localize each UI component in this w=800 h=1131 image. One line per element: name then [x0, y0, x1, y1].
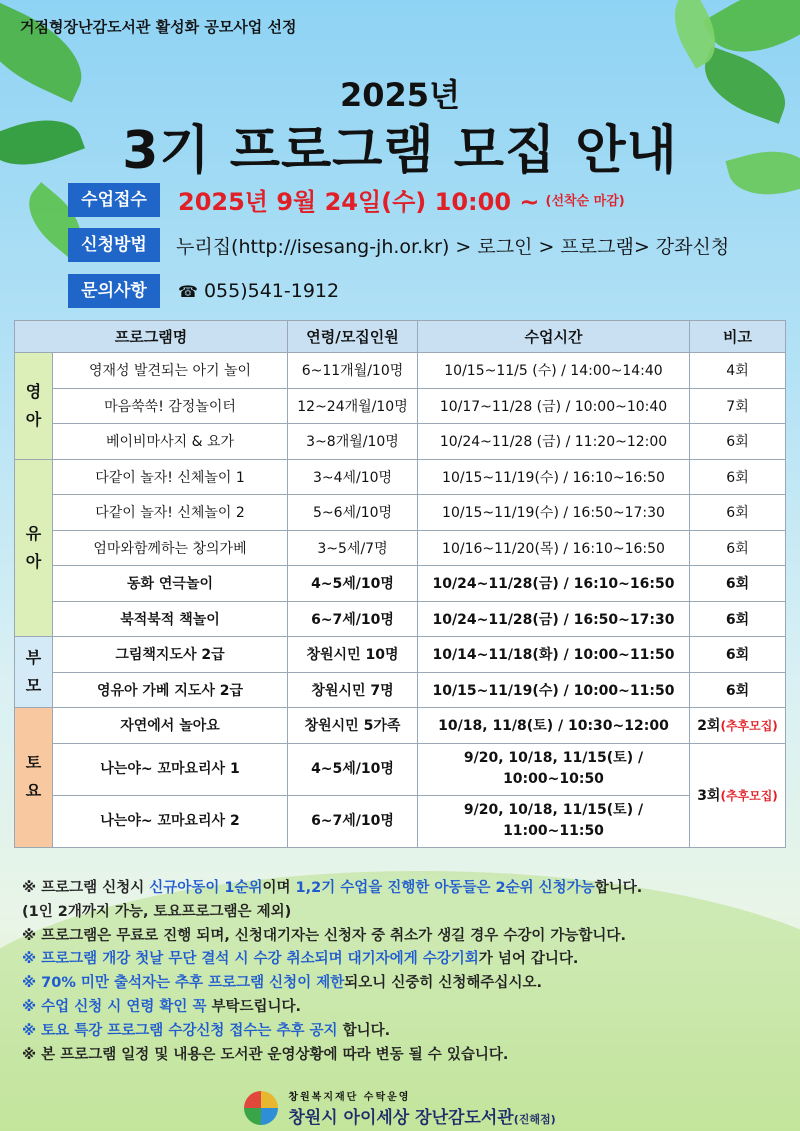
- program-name: 영유아 가베 지도사 2급: [53, 672, 288, 708]
- group-label-baby: 영 아: [15, 353, 53, 460]
- program-age: 창원시민 5가족: [288, 708, 418, 744]
- contact-label: 문의사항: [68, 274, 160, 308]
- program-note: [690, 743, 786, 847]
- program-age: 12~24개월/10명: [288, 388, 418, 424]
- program-name: 동화 연극놀이: [53, 566, 288, 602]
- table-header-row: [15, 321, 786, 353]
- header-note: 비고: [690, 321, 786, 353]
- footer-sub: 창원복지재단 수탁운영: [288, 1092, 411, 1103]
- time-line-1: 9/20, 10/18, 11/15(토) /: [463, 750, 644, 766]
- notice-item: [22, 996, 782, 1020]
- program-age: 4~5세/10명: [288, 743, 418, 795]
- program-time: [418, 795, 690, 847]
- notice-item: [22, 972, 782, 996]
- table-row: [15, 566, 786, 602]
- notice-highlight: 1,2기 수업을 진행한 아동들은 2순위 신청가능: [295, 880, 595, 896]
- table-row: [15, 459, 786, 495]
- phone-icon: ☎: [178, 281, 198, 301]
- program-name: 다같이 놀자! 신체놀이 1: [53, 459, 288, 495]
- info-contact: [68, 274, 339, 308]
- program-name: 나는야~ 꼬마요리사 2: [53, 795, 288, 847]
- notice-text: 되오니 신중히 신청해주십시오.: [344, 975, 542, 992]
- program-name: 그림책지도사 2급: [53, 637, 288, 673]
- program-name: 자연에서 놀아요: [53, 708, 288, 744]
- program-time: 10/24~11/28(금) / 16:10~16:50: [418, 566, 690, 602]
- notice-highlight: ※ 수업 신청 시 연령 확인 꼭: [22, 998, 207, 1015]
- footer-text: [288, 1088, 555, 1128]
- program-age: 3~8개월/10명: [288, 424, 418, 460]
- table-row: [15, 795, 786, 847]
- program-name: 엄마와함께하는 창의가베: [53, 530, 288, 566]
- program-note: 6회: [690, 495, 786, 531]
- group-label-parent: 부 모: [15, 637, 53, 708]
- notice-text: 합니다.: [337, 1022, 391, 1039]
- program-age: 창원시민 10명: [288, 637, 418, 673]
- footer: [0, 1088, 800, 1128]
- program-age: 3~4세/10명: [288, 459, 418, 495]
- reception-note: (선착순 마감): [545, 194, 625, 209]
- program-age: 4~5세/10명: [288, 566, 418, 602]
- program-note: 6회: [690, 566, 786, 602]
- program-note: 6회: [690, 424, 786, 460]
- notice-item: ※ 본 프로그램 일정 및 내용은 도서관 운영상황에 따라 변동 될 수 있습니다.: [22, 1046, 509, 1063]
- program-time: 10/24~11/28(금) / 16:50~17:30: [418, 601, 690, 637]
- notice-item: (1인 2개까지 가능, 토요프로그램은 제외): [22, 903, 292, 920]
- notice-highlight: ※ 70% 미만 출석자는 추후 프로그램 신청이 제한: [22, 975, 345, 992]
- program-note: 7회: [690, 388, 786, 424]
- header-age: 연령/모집인원: [288, 321, 418, 353]
- notice-text: 이며: [262, 880, 296, 896]
- program-time: 10/24~11/28 (금) / 11:20~12:00: [418, 424, 690, 460]
- program-note: 6회: [690, 530, 786, 566]
- notice-highlight: 신규아동이 1순위: [149, 880, 263, 896]
- program-age: 6~7세/10명: [288, 601, 418, 637]
- program-time: 10/18, 11/8(토) / 10:30~12:00: [418, 708, 690, 744]
- library-logo-icon: [244, 1091, 278, 1125]
- program-time: 10/15~11/19(수) / 10:00~11:50: [418, 672, 690, 708]
- table-row: [15, 637, 786, 673]
- notice-item: [22, 1020, 782, 1044]
- program-age: 창원시민 7명: [288, 672, 418, 708]
- notice-text: 가 넘어 갑니다.: [478, 951, 579, 968]
- program-time: 10/16~11/20(목) / 16:10~16:50: [418, 530, 690, 566]
- table-row: [15, 495, 786, 531]
- notice-list: [22, 877, 782, 1067]
- table-row: [15, 388, 786, 424]
- table-row: [15, 672, 786, 708]
- program-note: 6회: [690, 637, 786, 673]
- table-row: [15, 743, 786, 795]
- group-label-saturday: 토 요: [15, 708, 53, 848]
- program-age: 3~5세/7명: [288, 530, 418, 566]
- contact-value: 055)541-1912: [203, 280, 340, 302]
- program-age: 6~7세/10명: [288, 795, 418, 847]
- table-row: [15, 708, 786, 744]
- program-name: 영재성 발견되는 아기 놀이: [53, 353, 288, 389]
- program-note: 6회: [690, 672, 786, 708]
- program-age: 6~11개월/10명: [288, 353, 418, 389]
- program-name: 북적북적 책놀이: [53, 601, 288, 637]
- notice-item: [22, 877, 782, 901]
- info-reception: [68, 182, 625, 217]
- note-later-recruit: (추후모집): [720, 719, 778, 734]
- notice-text: ※ 프로그램 신청시: [22, 880, 150, 896]
- program-note: [690, 708, 786, 744]
- top-banner: 거점형장난감도서관 활성화 공모사업 선정: [20, 18, 297, 36]
- method-value: 누리집(http://isesang-jh.or.kr) > 로그인 > 프로그램> 강좌신청: [176, 235, 730, 258]
- note-count: 3회: [697, 788, 721, 804]
- program-name: 베이비마사지 & 요가: [53, 424, 288, 460]
- year-title: 2025년: [340, 76, 460, 114]
- header-name: 프로그램명: [15, 321, 288, 353]
- program-time: 10/14~11/18(화) / 10:00~11:50: [418, 637, 690, 673]
- program-name: 다같이 놀자! 신체놀이 2: [53, 495, 288, 531]
- program-note: 6회: [690, 459, 786, 495]
- method-label: 신청방법: [68, 228, 160, 262]
- note-count: 2회: [697, 718, 721, 735]
- program-time: 10/15~11/5 (수) / 14:00~14:40: [418, 353, 690, 389]
- notice-highlight: ※ 토요 특강 프로그램 수강신청 접수는 추후 공지: [22, 1022, 338, 1039]
- notice-highlight: ※ 프로그램 개강 첫날 무단 결석 시 수강 취소되며 대기자에게 수강기회: [22, 951, 479, 968]
- time-line-2: 11:00~11:50: [503, 823, 604, 839]
- library-name: 창원시 아이세상 장난감도서관: [288, 1108, 514, 1128]
- footer-main: [288, 1103, 555, 1128]
- program-time: 10/15~11/19(수) / 16:10~16:50: [418, 459, 690, 495]
- library-branch: (진해점): [513, 1113, 556, 1126]
- info-method: [68, 228, 729, 262]
- time-line-2: 10:00~10:50: [503, 771, 604, 787]
- notice-text: 부탁드립니다.: [206, 998, 302, 1015]
- header-time: 수업시간: [418, 321, 690, 353]
- program-note: 4회: [690, 353, 786, 389]
- program-time: 10/15~11/19(수) / 16:50~17:30: [418, 495, 690, 531]
- notice-item: ※ 프로그램은 무료로 진행 되며, 신청대기자는 신청자 중 취소가 생길 경우 수강이 가능합니다.: [22, 927, 626, 944]
- notice-item: [22, 948, 782, 972]
- program-name: 나는야~ 꼬마요리사 1: [53, 743, 288, 795]
- reception-value: 2025년 9월 24일(수) 10:00 ~: [178, 188, 540, 216]
- program-time: 10/17~11/28 (금) / 10:00~10:40: [418, 388, 690, 424]
- table-row: [15, 601, 786, 637]
- table-row: [15, 353, 786, 389]
- table-row: [15, 424, 786, 460]
- program-time: [418, 743, 690, 795]
- program-table: [14, 320, 786, 848]
- group-label-child: 유 아: [15, 459, 53, 637]
- note-later-recruit: (추후모집): [720, 789, 778, 803]
- time-line-1: 9/20, 10/18, 11/15(토) /: [463, 802, 644, 818]
- program-name: 마음쑥쑥! 감정놀이터: [53, 388, 288, 424]
- program-note: 6회: [690, 601, 786, 637]
- page-title: 3기 프로그램 모집 안내: [122, 121, 678, 181]
- reception-label: 수업접수: [68, 183, 160, 217]
- table-row: [15, 530, 786, 566]
- program-age: 5~6세/10명: [288, 495, 418, 531]
- notice-text: 합니다.: [594, 880, 643, 896]
